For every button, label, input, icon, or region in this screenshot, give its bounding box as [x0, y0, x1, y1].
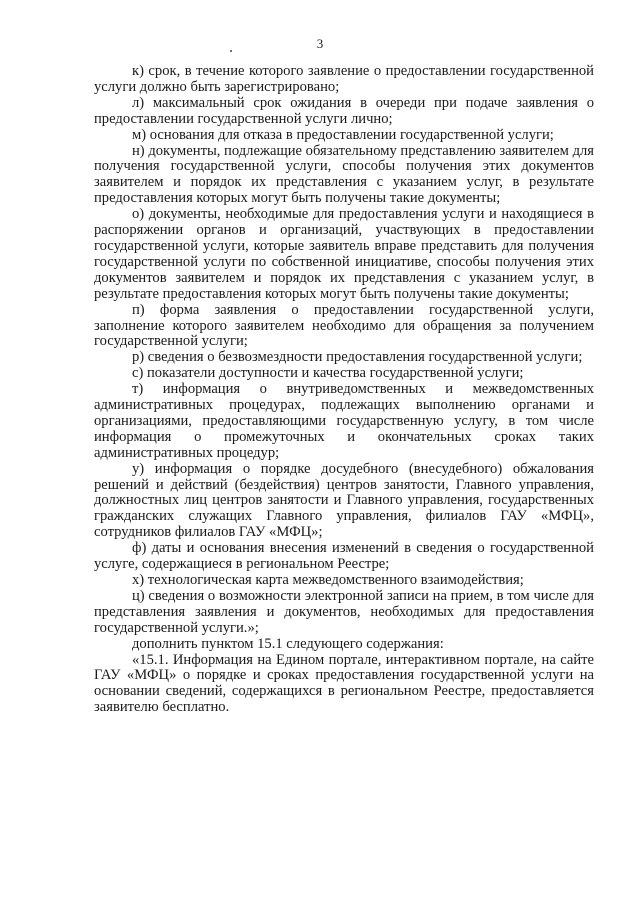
paragraph-f: ф) даты и основания внесения изменений в сведения о государственной услуге, содержащиеся в региональном Реестре;	[94, 540, 594, 573]
paragraph-ts: ц) сведения о возможности электронной записи на прием, в том числе для представления заявления и документов, необходимых для предоставления государственной услуги.»;	[94, 587, 594, 636]
paragraph-k: к) срок, в течение которого заявление о предоставлении государственной услуги должно быть зарегистрировано;	[94, 63, 594, 95]
paragraph-n: н) документы, подлежащие обязательному представлению заявителем для получения государственной услуги, способы получения этих документов заявителем и порядок их представления с указанием услуг, в результате предоставления которых могут быть получены такие документы;	[94, 142, 594, 207]
paragraph-o: о) документы, необходимые для предоставления услуги и находящиеся в распоряжении органов и организаций, участвующих в предоставлении государственной услуги, которые заявитель вправе представить для получения государственной услуги по собственной инициативе, способы получения этих документов заявителем и порядок их представления с указанием услуг, в результате предоставления которых могут быть получены такие документы;	[94, 206, 594, 302]
paragraph-p: п) форма заявления о предоставлении государственной услуги, заполнение которого заявителем необходимо для обращения за получением государственной услуги;	[94, 301, 594, 350]
paragraph-r: р) сведения о безвозмездности предоставления государственной услуги;	[132, 349, 583, 366]
paragraph-m: м) основания для отказа в предоставлении государственной услуги;	[132, 126, 554, 143]
paragraph-amend-intro: дополнить пунктом 15.1 следующего содержания:	[132, 635, 444, 652]
paragraph-15-1: «15.1. Информация на Едином портале, интерактивном портале, на сайте ГАУ «МФЦ» о порядке и сроках предоставления государственной услуги на основании сведений, содержащихся в региональном Реестре, предоставляется заявителю бесплатно.	[94, 651, 594, 716]
paragraph-s: с) показатели доступности и качества государственной услуги;	[132, 365, 524, 382]
page-number: 3	[316, 36, 324, 51]
scan-speck	[230, 50, 232, 52]
paragraph-t: т) информация о внутриведомственных и межведомственных административных процедурах, подлежащих выполнению органами и организациями, предоставляющими государственную услугу, в том числе информация о промежуточных и окончательных сроках таких административных процедур;	[94, 381, 594, 461]
paragraph-u: у) информация о порядке досудебного (внесудебного) обжалования решений и действий (бездействия) центров занятости, Главного управления, должностных лиц центров занятости и Главного управления, государственных гражданских служащих Главного управления, филиалов ГАУ «МФЦ», сотрудников филиалов ГАУ «МФЦ»;	[94, 460, 594, 541]
paragraph-l: л) максимальный срок ожидания в очереди при подаче заявления о предоставлении государственной услуги лично;	[94, 94, 594, 127]
document-body	[94, 64, 594, 716]
paragraph-kh: х) технологическая карта межведомственного взаимодействия;	[132, 572, 524, 588]
